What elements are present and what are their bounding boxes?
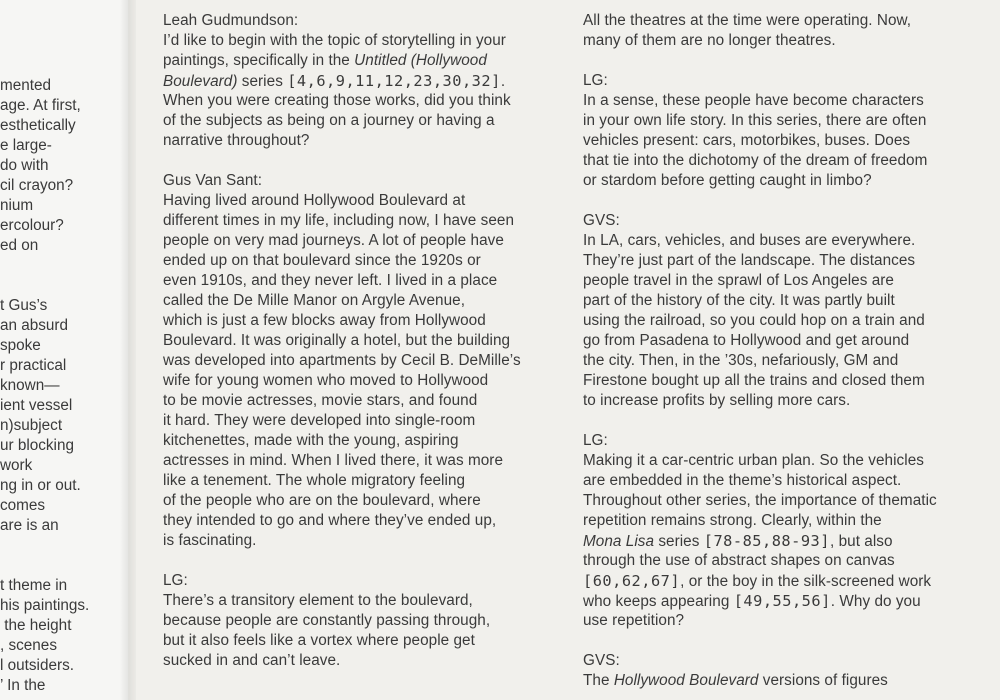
left-page-line: ur blocking xyxy=(0,437,74,454)
text-line: go from Pasadena to Hollywood and get around xyxy=(583,332,910,349)
text-line: actresses in mind. When I lived there, it was more xyxy=(163,452,504,469)
text-segment: The xyxy=(583,672,614,689)
text-line: the city. Then, in the ’30s, nefariously, GM and xyxy=(583,352,899,369)
text-line: GVS: xyxy=(583,652,620,669)
left-page-line: work xyxy=(0,457,33,474)
text-line: but it also feels like a vortex where people get xyxy=(163,632,475,649)
text-segment: , but also xyxy=(829,533,893,550)
text-segment: series xyxy=(237,73,288,90)
plate-reference: [78-85,88-93] xyxy=(703,532,830,550)
text-line: people travel in the sprawl of Los Angeles are xyxy=(583,272,894,289)
left-page-line: , scenes xyxy=(0,637,57,654)
text-line: narrative throughout? xyxy=(163,132,310,149)
left-page-line: the height xyxy=(0,617,72,634)
page-gutter xyxy=(120,0,136,700)
text-line: use repetition? xyxy=(583,612,685,629)
text-line: vehicles present: cars, motorbikes, buses. Does xyxy=(583,132,911,149)
text-line: Gus Van Sant: xyxy=(163,172,263,189)
text-line: of the people who are on the boulevard, where xyxy=(163,492,481,509)
text-line xyxy=(163,51,487,71)
left-page-line: t Gus’s xyxy=(0,297,48,314)
left-page-line: l outsiders. xyxy=(0,657,74,674)
left-page-line: ient vessel xyxy=(0,397,73,414)
text-line: or stardom before getting caught in limbo? xyxy=(583,172,872,189)
text-line: Leah Gudmundson: xyxy=(163,12,299,29)
text-segment: who keeps appearing xyxy=(583,593,734,610)
left-page-line: ed on xyxy=(0,237,39,254)
text-line: When you were creating those works, did you think xyxy=(163,92,511,109)
text-line: different times in my life, including now, I have seen xyxy=(163,212,515,229)
text-line xyxy=(583,531,893,552)
left-page-line: are is an xyxy=(0,517,59,534)
text-line: in your own life story. In this series, there are often xyxy=(583,112,927,129)
text-line: that tie into the dichotomy of the dream of freedom xyxy=(583,152,928,169)
left-page-line: esthetically xyxy=(0,117,76,134)
text-line: people on very mad journeys. A lot of people have xyxy=(163,232,504,249)
left-page-line: known— xyxy=(0,377,60,394)
text-line: even 1910s, and they never left. I lived in a place xyxy=(163,272,498,289)
italic-title: Hollywood Boulevard xyxy=(613,672,759,689)
text-line: In LA, cars, vehicles, and buses are everywhere. xyxy=(583,232,916,249)
left-page-line: ng in or out. xyxy=(0,477,81,494)
left-page-line: cil crayon? xyxy=(0,177,74,194)
left-page-line: do with xyxy=(0,157,49,174)
text-segment: . Why do you xyxy=(830,593,921,610)
left-page-line: n)subject xyxy=(0,417,63,434)
text-line: repetition remains strong. Clearly, within the xyxy=(583,512,882,529)
left-page-line: e large- xyxy=(0,137,52,154)
text-segment: , or the boy in the silk-screened work xyxy=(680,573,932,590)
text-line xyxy=(583,591,921,612)
plate-reference: [49,55,56] xyxy=(733,592,831,610)
text-line xyxy=(163,71,505,92)
text-line: GVS: xyxy=(583,212,620,229)
text-line: is fascinating. xyxy=(163,532,257,549)
text-line: it hard. They were developed into single-room xyxy=(163,412,476,429)
left-page-line: ’ In the xyxy=(0,677,46,694)
text-line: they intended to go and where they’ve ended up, xyxy=(163,512,497,529)
text-line: was developed into apartments by Cecil B. DeMille’s xyxy=(163,352,521,369)
text-line: There’s a transitory element to the boulevard, xyxy=(163,592,473,609)
text-line: to increase profits by selling more cars. xyxy=(583,392,851,409)
text-line: Making it a car-centric urban plan. So the vehicles xyxy=(583,452,924,469)
text-line: All the theatres at the time were operating. Now, xyxy=(583,12,912,29)
text-line: LG: xyxy=(583,432,608,449)
text-line: Firestone bought up all the trains and closed them xyxy=(583,372,925,389)
text-line: many of them are no longer theatres. xyxy=(583,32,836,49)
left-page-line: nium xyxy=(0,197,34,214)
text-line: sucked in and can’t leave. xyxy=(163,652,341,669)
text-line: to be movie actresses, movie stars, and found xyxy=(163,392,478,409)
text-line: ended up on that boulevard since the 1920s or xyxy=(163,252,481,269)
text-line: They’re just part of the landscape. The distances xyxy=(583,252,916,269)
left-page-line: comes xyxy=(0,497,46,514)
left-page-line: t theme in xyxy=(0,577,68,594)
left-page xyxy=(0,0,128,700)
text-line: using the railroad, so you could hop on a train and xyxy=(583,312,925,329)
plate-reference: [60,62,67] xyxy=(583,572,681,590)
text-segment: paintings, specifically in the xyxy=(163,52,355,69)
text-segment: versions of figures xyxy=(758,672,888,689)
text-line: called the De Mille Manor on Argyle Avenue, xyxy=(163,292,466,309)
text-line: LG: xyxy=(583,72,608,89)
text-line: Throughout other series, the importance of thematic xyxy=(583,492,937,509)
left-page-line: mented xyxy=(0,77,52,94)
text-line: kitchenettes, made with the young, aspiring xyxy=(163,432,459,449)
text-line: like a tenement. The whole migratory feeling xyxy=(163,472,466,489)
text-line: Having lived around Hollywood Boulevard at xyxy=(163,192,466,209)
text-line: Boulevard. It was originally a hotel, but the building xyxy=(163,332,511,349)
left-page-line: ercolour? xyxy=(0,217,64,234)
text-line: which is just a few blocks away from Hollywood xyxy=(163,312,486,329)
text-segment: series xyxy=(654,533,704,550)
text-line: of the subjects as being on a journey or having a xyxy=(163,112,495,129)
text-line: are embedded in the theme’s historical aspect. xyxy=(583,472,902,489)
text-line xyxy=(583,671,888,691)
text-line: wife for young women who moved to Hollywood xyxy=(163,372,489,389)
left-page-line: r practical xyxy=(0,357,67,374)
text-line xyxy=(583,571,931,592)
italic-title: Untitled (Hollywood xyxy=(354,52,487,69)
text-line: through the use of abstract shapes on canvas xyxy=(583,552,895,569)
text-line: part of the history of the city. It was partly built xyxy=(583,292,895,309)
text-segment: . xyxy=(500,73,506,90)
italic-title: Mona Lisa xyxy=(583,533,655,550)
text-segment: I’d like to begin with the topic of storytelling in your xyxy=(163,32,506,49)
text-line: LG: xyxy=(163,572,188,589)
left-page-line: age. At first, xyxy=(0,97,81,114)
text-line: In a sense, these people have become characters xyxy=(583,92,924,109)
text-line: because people are constantly passing through, xyxy=(163,612,491,629)
text-line xyxy=(163,31,506,51)
plate-reference: [4,6,9,11,12,23,30,32] xyxy=(287,72,501,90)
left-page-line: an absurd xyxy=(0,317,69,334)
left-page-line: his paintings. xyxy=(0,597,90,614)
left-page-line: spoke xyxy=(0,337,41,354)
italic-title: Boulevard) xyxy=(163,73,238,90)
